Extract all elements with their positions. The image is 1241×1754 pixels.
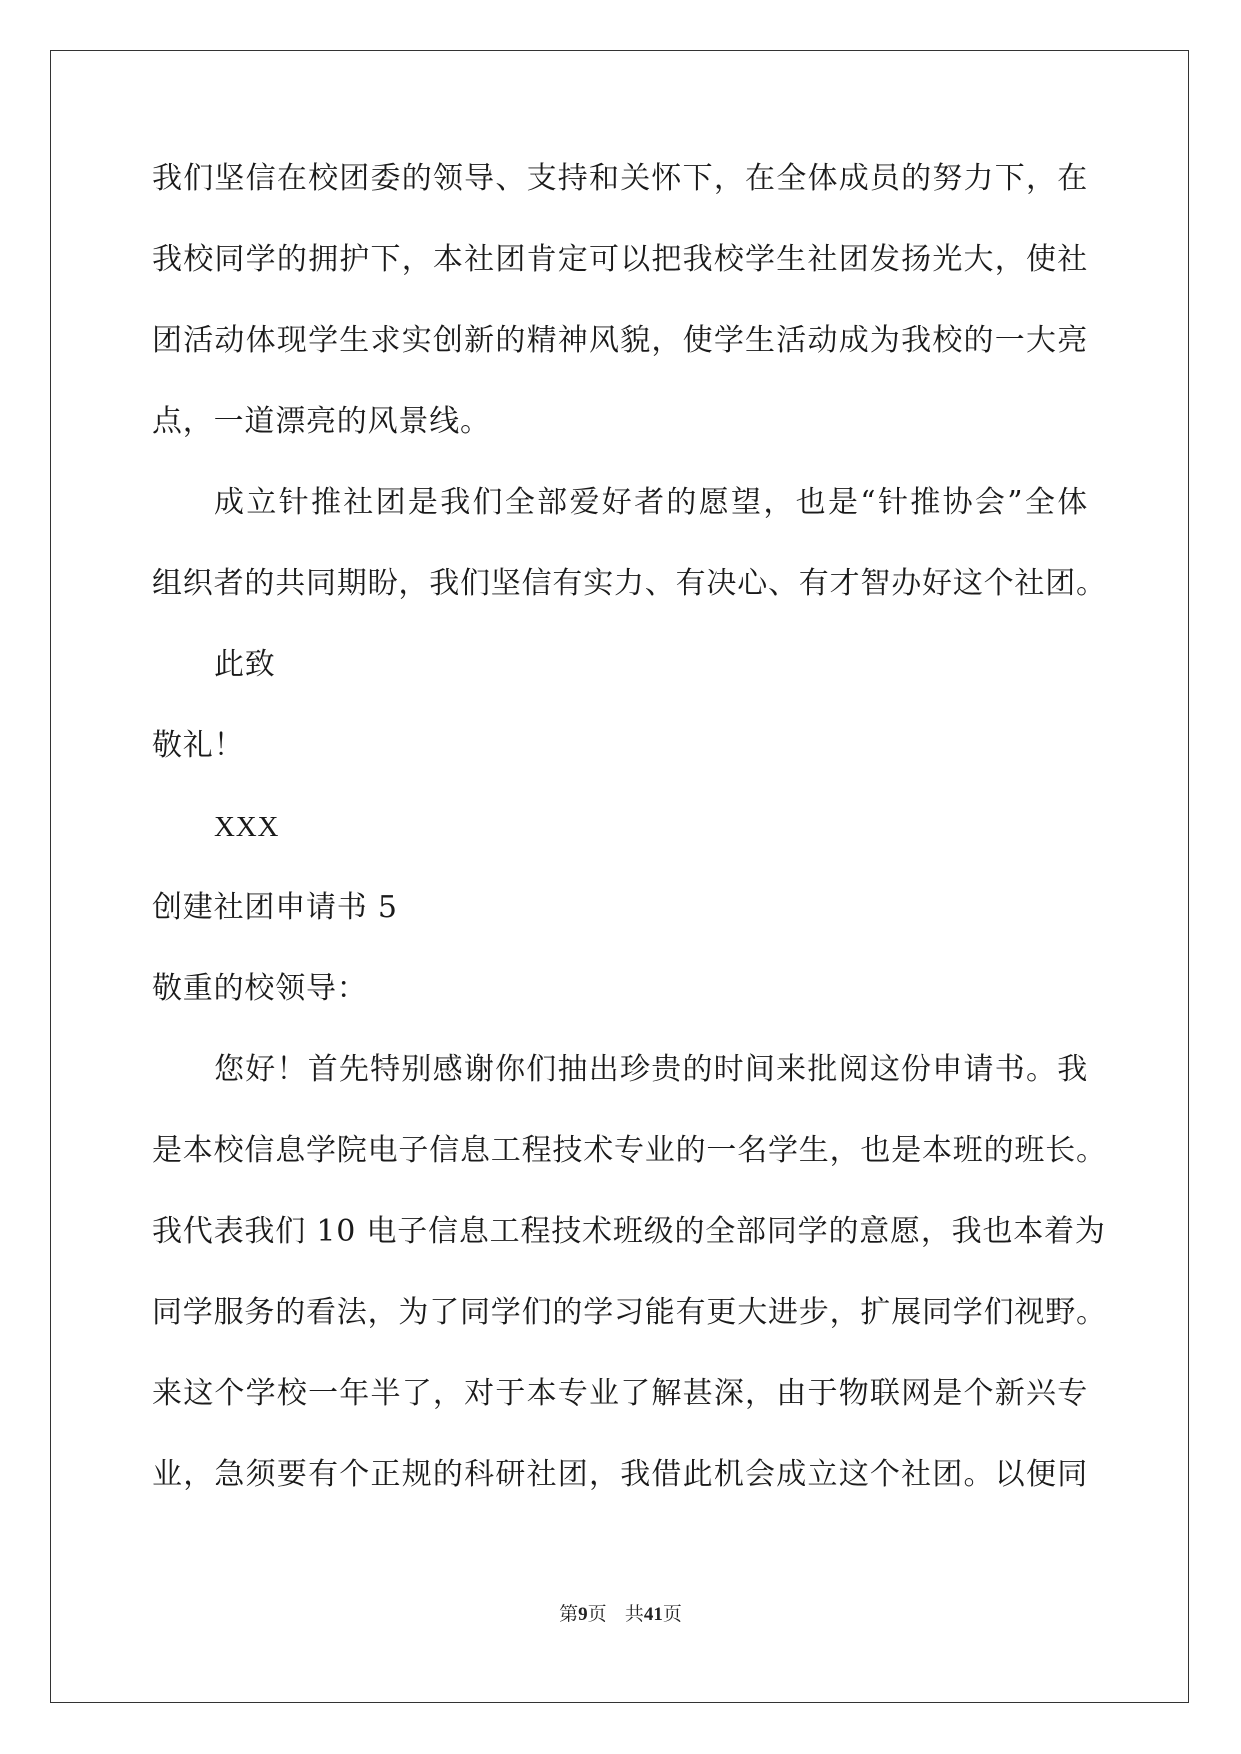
paragraph-line: 同学服务的看法，为了同学们的学习能有更大进步，扩展同学们视野。 xyxy=(152,1295,1107,1330)
section-heading: 创建社团申请书 5 xyxy=(152,890,398,925)
paragraph-line: 您好！首先特别感谢你们抽出珍贵的时间来批阅这份申请书。我 xyxy=(214,1052,1088,1087)
closing-regards: 敬礼！ xyxy=(152,728,245,763)
current-page-number: 9 xyxy=(578,1604,588,1625)
total-suffix: 页 xyxy=(662,1603,682,1625)
paragraph-line: 成立针推社团是我们全部爱好者的愿望，也是“针推协会”全体 xyxy=(214,485,1088,520)
total-prefix: 共 xyxy=(624,1603,644,1625)
paragraph-line: 点，一道漂亮的风景线。 xyxy=(152,404,491,439)
paragraph-line: 组织者的共同期盼，我们坚信有实力、有决心、有才智办好这个社团。 xyxy=(152,566,1107,601)
closing-salutation: 此致 xyxy=(214,647,276,682)
page-prefix: 第 xyxy=(559,1603,579,1625)
paragraph-line: 是本校信息学院电子信息工程技术专业的一名学生，也是本班的班长。 xyxy=(152,1133,1107,1168)
letter-greeting: 敬重的校领导： xyxy=(152,971,368,1006)
paragraph-line: 我们坚信在校团委的领导、支持和关怀下，在全体成员的努力下，在 xyxy=(152,161,1088,196)
paragraph-line: 业，急须要有个正规的科研社团，我借此机会成立这个社团。以便同 xyxy=(152,1457,1088,1492)
page-number-footer xyxy=(0,1599,1241,1626)
paragraph-line: 我代表我们 10 电子信息工程技术班级的全部同学的意愿，我也本着为 xyxy=(152,1214,1106,1249)
paragraph-line: 来这个学校一年半了，对于本专业了解甚深，由于物联网是个新兴专 xyxy=(152,1376,1088,1411)
total-page-count: 41 xyxy=(643,1604,663,1625)
document-body xyxy=(152,160,1107,1537)
signature-name: XXX xyxy=(214,811,280,843)
paragraph-line: 我校同学的拥护下，本社团肯定可以把我校学生社团发扬光大，使社 xyxy=(152,242,1088,277)
paragraph-line: 团活动体现学生求实创新的精神风貌，使学生活动成为我校的一大亮 xyxy=(152,323,1088,358)
page-suffix: 页 xyxy=(587,1603,607,1625)
